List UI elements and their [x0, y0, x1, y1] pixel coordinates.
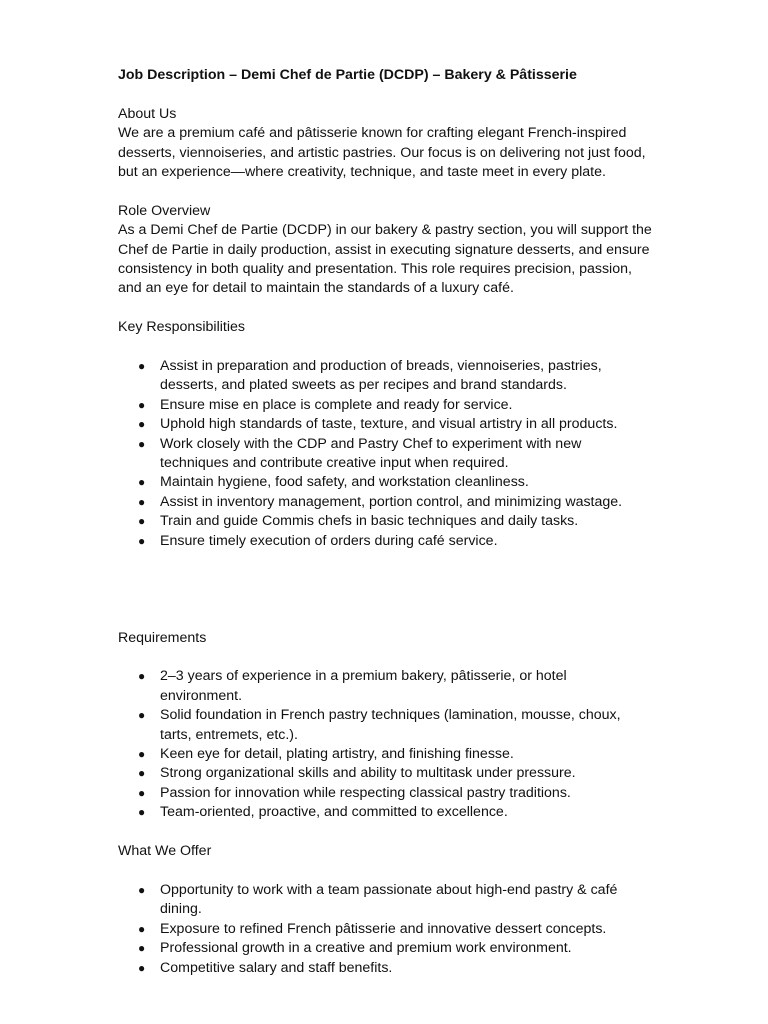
role-paragraph: As a Demi Chef de Partie (DCDP) in our bakery & pastry section, you will support the Chef de Partie in daily production, assist in executing signature desserts, and ensure consistency in both quality and presentation. This role requires precision, passion, and an eye for detail to maintain the standards of a luxury café.	[118, 222, 652, 297]
requirements-list	[118, 667, 658, 822]
list-item-text: Keen eye for detail, plating artistry, and finishing finesse.	[160, 746, 514, 763]
spacer	[118, 182, 658, 201]
list-item-text: Assist in inventory management, portion control, and minimizing wastage.	[160, 493, 623, 510]
bullet-icon: ●	[138, 514, 146, 529]
list-item	[118, 920, 658, 939]
spacer	[118, 338, 658, 357]
list-item	[118, 532, 658, 551]
list-item	[118, 881, 658, 920]
list-item	[118, 357, 658, 396]
spacer	[118, 861, 658, 880]
list-item	[118, 745, 658, 764]
list-item	[118, 939, 658, 958]
list-item	[118, 667, 658, 706]
spacer	[118, 590, 658, 609]
spacer	[118, 570, 658, 589]
document-title: Job Description – Demi Chef de Partie (DCDP) – Bakery & Pâtisserie	[118, 67, 577, 83]
list-item	[118, 435, 658, 474]
bullet-icon: ●	[138, 708, 146, 723]
offer-list	[118, 881, 658, 978]
list-item-text: Maintain hygiene, food safety, and workstation cleanliness.	[160, 474, 529, 491]
list-item-text: Team-oriented, proactive, and committed to excellence.	[160, 804, 508, 821]
bullet-icon: ●	[138, 475, 146, 490]
list-item	[118, 706, 658, 745]
bullet-icon: ●	[138, 921, 146, 936]
list-item	[118, 473, 658, 492]
list-item-text: Solid foundation in French pastry techniques (lamination, mousse, choux, tarts, entremets, etc.).	[160, 707, 621, 743]
spacer	[118, 85, 658, 104]
list-item-text: Assist in preparation and production of breads, viennoiseries, pastries, desserts, and plated sweets as per recipes and brand standards.	[160, 358, 602, 394]
bullet-icon: ●	[138, 941, 146, 956]
list-item-text: Train and guide Commis chefs in basic techniques and daily tasks.	[160, 513, 579, 530]
about-paragraph: We are a premium café and pâtisserie known for crafting elegant French-inspired desserts, viennoiseries, and artistic pastries. Our focus is on delivering not just food, but an experience—where creativity, technique, and taste meet in every plate.	[118, 125, 646, 180]
list-item-text: Competitive salary and staff benefits.	[160, 959, 393, 976]
responsibilities-heading: Key Responsibilities	[118, 319, 245, 336]
spacer	[118, 609, 658, 628]
spacer	[118, 299, 658, 318]
bullet-icon: ●	[138, 533, 146, 548]
list-item	[118, 396, 658, 415]
list-item	[118, 959, 658, 978]
role-heading: Role Overview	[118, 202, 211, 219]
requirements-heading: Requirements	[118, 629, 207, 646]
bullet-icon: ●	[138, 669, 146, 684]
bullet-icon: ●	[138, 494, 146, 509]
bullet-icon: ●	[138, 766, 146, 781]
bullet-icon: ●	[138, 747, 146, 762]
list-item-text: Uphold high standards of taste, texture, and visual artistry in all products.	[160, 416, 618, 433]
bullet-icon: ●	[138, 805, 146, 820]
list-item-text: Work closely with the CDP and Pastry Chef to experiment with new techniques and contribute creative input when required.	[160, 435, 582, 472]
responsibilities-list	[118, 357, 658, 551]
offer-heading: What We Offer	[118, 843, 212, 860]
spacer	[118, 823, 658, 842]
list-item-text: 2–3 years of experience in a premium bakery, pâtisserie, or hotel environment.	[160, 668, 567, 704]
list-item	[118, 512, 658, 531]
list-item-text: Passion for innovation while respecting classical pastry traditions.	[160, 784, 571, 801]
bullet-icon: ●	[138, 359, 146, 374]
list-item	[118, 803, 658, 822]
bullet-icon: ●	[138, 417, 146, 432]
list-item-text: Ensure mise en place is complete and ready for service.	[160, 396, 513, 413]
list-item	[118, 415, 658, 434]
list-item-text: Exposure to refined French pâtisserie and innovative dessert concepts.	[160, 920, 607, 937]
spacer	[118, 551, 658, 570]
bullet-icon: ●	[138, 436, 146, 451]
list-item	[118, 764, 658, 783]
bullet-icon: ●	[138, 397, 146, 412]
spacer	[118, 648, 658, 667]
list-item-text: Opportunity to work with a team passionate about high-end pastry & café dining.	[160, 881, 618, 918]
list-item-text: Ensure timely execution of orders during café service.	[160, 532, 498, 549]
list-item-text: Professional growth in a creative and premium work environment.	[160, 940, 572, 957]
list-item	[118, 784, 658, 803]
document-page	[118, 66, 658, 978]
bullet-icon: ●	[138, 785, 146, 800]
about-heading: About Us	[118, 105, 177, 122]
bullet-icon: ●	[138, 960, 146, 975]
list-item	[118, 493, 658, 512]
bullet-icon: ●	[138, 882, 146, 897]
list-item-text: Strong organizational skills and ability to multitask under pressure.	[160, 765, 576, 782]
